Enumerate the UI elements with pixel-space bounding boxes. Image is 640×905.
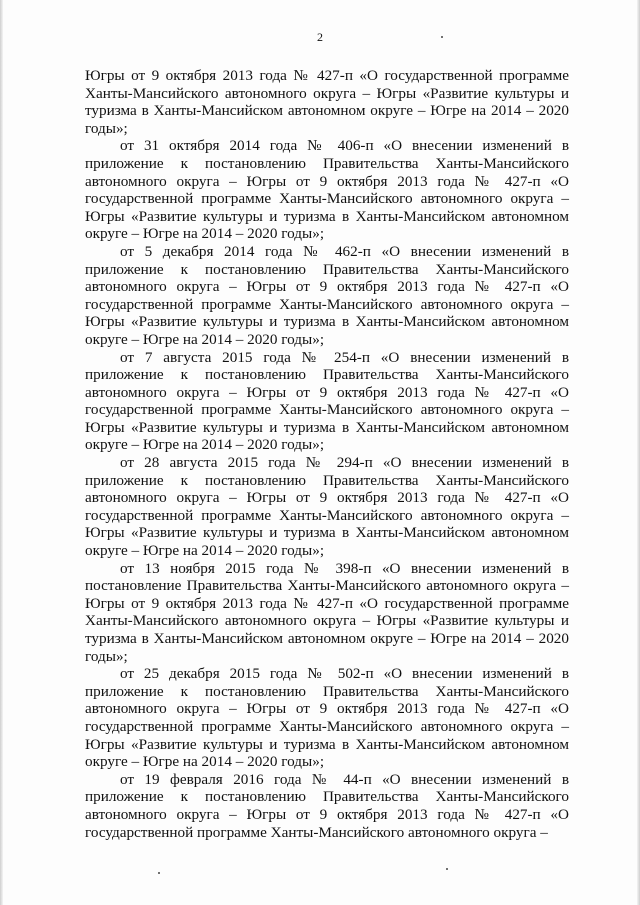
paragraph-amendment-2014-12-05: от 5 декабря 2014 года № 462-п «О внесении изменений в приложение к постановлению Правительства Ханты-Мансийского автономного округа – Югры от 9 октября 2013 года № 427-п «О государственной программе Ханты-Мансийского автономного округа – Югры «Развитие культуры и туризма в Ханты-Мансийском автономном округе – Югре на 2014 – 2020 годы»; xyxy=(85,242,569,348)
page-number: 2 xyxy=(317,30,323,44)
paragraph-continuation: Югры от 9 октября 2013 года № 427-п «О государственной программе Ханты-Мансийского автономного округа – Югры «Развитие культуры и туризма в Ханты-Мансийском автономном округе – Югре на 2014 – 2020 годы»; xyxy=(85,67,569,137)
paragraph-amendment-2015-12-25: от 25 декабря 2015 года № 502-п «О внесении изменений в приложение к постановлению Правительства Ханты-Мансийского автономного округа – Югры от 9 октября 2013 года № 427-п «О государственной программе Ханты-Мансийского автономного округа – Югры «Развитие культуры и туризма в Ханты-Мансийском автономном округе – Югре на 2014 – 2020 годы»; xyxy=(85,665,569,771)
paragraph-amendment-2016-02-19: от 19 февраля 2016 года № 44-п «О внесении изменений в приложение к постановлению Правительства Ханты-Мансийского автономного округа – Югры от 9 октября 2013 года № 427-п «О государственной программе Ханты-Мансийского автономного округа – xyxy=(85,770,569,841)
paragraph-amendment-2015-11-13: от 13 ноября 2015 года № 398-п «О внесении изменений в постановление Правительства Ханты-Мансийского автономного округа – Югры от 9 октября 2013 года № 427-п «О государственной программе Ханты-Мансийского автономного округа – Югры «Развитие культуры и туризма в Ханты-Мансийском автономном округе – Югре на 2014 – 2020 годы»; xyxy=(85,559,569,665)
document-body xyxy=(85,67,569,841)
page-edge-left xyxy=(0,0,3,905)
scan-speck xyxy=(158,872,160,874)
paragraph-amendment-2015-08-07: от 7 августа 2015 года № 254-п «О внесении изменений в приложение к постановлению Правительства Ханты-Мансийского автономного округа – Югры от 9 октября 2013 года № 427-п «О государственной программе Ханты-Мансийского автономного округа – Югры «Развитие культуры и туризма в Ханты-Мансийском автономном округе – Югре на 2014 – 2020 годы»; xyxy=(85,348,569,454)
paragraph-amendment-2014-10-31: от 31 октября 2014 года № 406-п «О внесении изменений в приложение к постановлению Правительства Ханты-Мансийского автономного округа – Югры от 9 октября 2013 года № 427-п «О государственной программе Ханты-Мансийского автономного округа – Югры «Развитие культуры и туризма в Ханты-Мансийском автономном округе – Югре на 2014 – 2020 годы»; xyxy=(85,137,569,243)
scan-speck xyxy=(446,868,448,870)
scan-speck xyxy=(441,36,443,38)
paragraph-amendment-2015-08-28: от 28 августа 2015 года № 294-п «О внесении изменений в приложение к постановлению Правительства Ханты-Мансийского автономного округа – Югры от 9 октября 2013 года № 427-п «О государственной программе Ханты-Мансийского автономного округа – Югры «Развитие культуры и туризма в Ханты-Мансийском автономном округе – Югре на 2014 – 2020 годы»; xyxy=(85,454,569,560)
